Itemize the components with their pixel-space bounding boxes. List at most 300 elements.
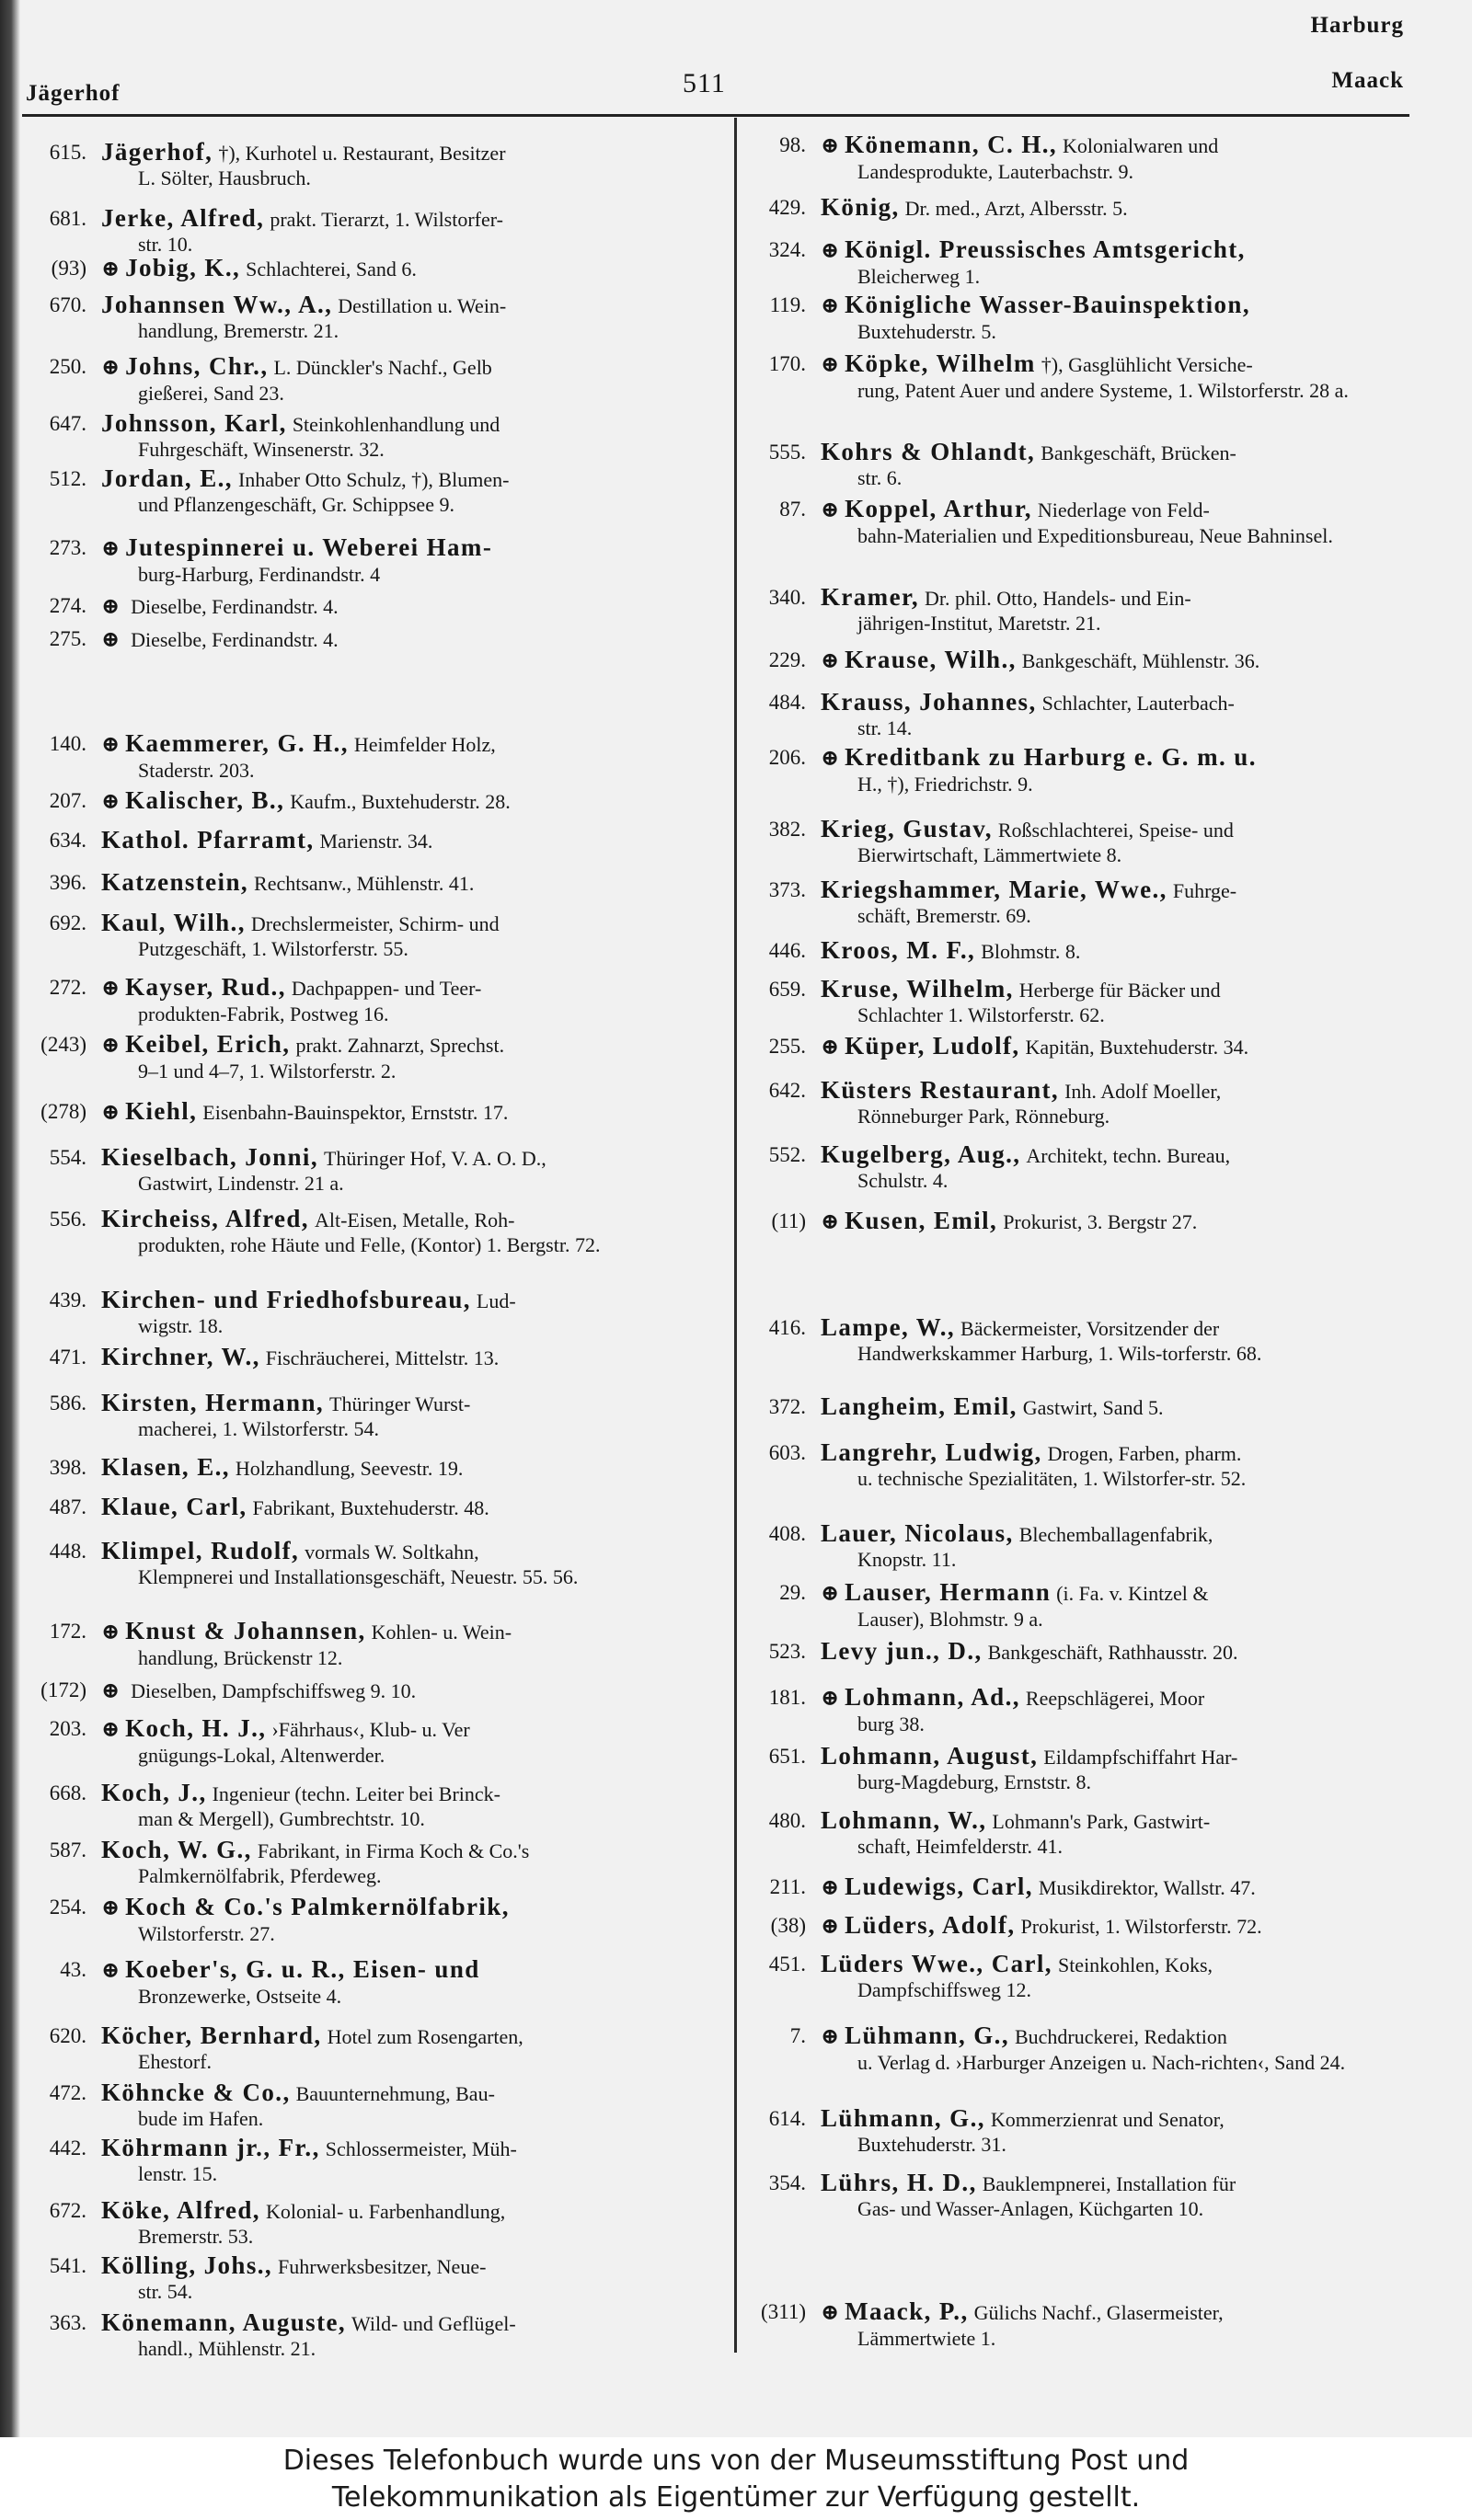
entry-text (101, 1619, 712, 1670)
entry-continuation: Bronzewerke, Ostseite 4. (138, 1985, 342, 2008)
entry-name: Kircheiss, Alfred, (101, 1205, 309, 1232)
entry-detail: Inhaber Otto Schulz, †), Blumen- (237, 468, 510, 491)
entry-name: Klasen, E., (101, 1453, 230, 1481)
entry-text (101, 731, 712, 783)
entry-text (101, 206, 712, 257)
entry-text (101, 140, 712, 190)
entry-detail: Buchdruckerei, Redaktion (1014, 2025, 1227, 2048)
entry-text (821, 938, 1432, 964)
entry-name: Kirsten, Hermann, (101, 1389, 325, 1416)
entry-continuation: str. 6. (857, 466, 903, 489)
entry-detail: Bankgeschäft, Mühlenstr. 36. (1021, 649, 1260, 672)
entry-text (821, 1808, 1432, 1859)
entry-continuation: burg-Magdeburg, Ernststr. 8. (857, 1770, 1091, 1793)
entry-number: 274. (49, 594, 86, 617)
entry-name: Lohmann, Ad., (845, 1683, 1020, 1711)
entry-name: Knust & Johannsen, (125, 1617, 366, 1644)
entry-text (101, 466, 712, 517)
entry-number: 373. (768, 878, 806, 901)
entry-text (101, 1539, 712, 1589)
entry-number: 250. (49, 355, 86, 378)
entry-name: Ludewigs, Carl, (845, 1873, 1033, 1900)
entry-number: 354. (768, 2171, 806, 2194)
cross-marker-icon: ⊕ (821, 134, 840, 158)
entry-text (101, 870, 712, 896)
cross-marker-icon: ⊕ (101, 1034, 121, 1058)
entry-text (101, 1099, 712, 1126)
entry-continuation: Ehestorf. (138, 2050, 213, 2073)
entry-continuation: wigstr. 18. (138, 1314, 224, 1337)
entry-name: Johns, Chr., (125, 352, 269, 380)
entry-continuation: burg 38. (857, 1712, 925, 1735)
entry-detail: Thüringer Hof, V. A. O. D., (323, 1147, 546, 1170)
cross-marker-icon: ⊕ (821, 1915, 840, 1939)
entry-number: (172) (40, 1678, 86, 1701)
entry-number: 170. (768, 352, 806, 375)
entry-number: 398. (49, 1456, 86, 1479)
entry-name: Lüders Wwe., Carl, (821, 1950, 1052, 1977)
entry-name: Lühmann, G., (821, 2104, 985, 2132)
entry-continuation: Rönneburger Park, Rönneburg. (857, 1105, 1110, 1128)
entry-name: Klaue, Carl, (101, 1493, 247, 1520)
entry-detail: Musikdirektor, Wallstr. 47. (1038, 1876, 1256, 1899)
entry-continuation: Gas- und Wasser-Anlagen, Küchgarten 10. (857, 2197, 1204, 2220)
entry-name: Lampe, W., (821, 1313, 956, 1341)
entry-number: 442. (49, 2136, 86, 2159)
entry-text (101, 1495, 712, 1520)
entry-name: Könemann, Auguste, (101, 2308, 346, 2336)
entry-text (821, 195, 1432, 221)
entry-text (821, 1685, 1432, 1736)
entry-text (101, 2310, 712, 2361)
cross-marker-icon: ⊕ (101, 628, 121, 652)
entry-detail: Prokurist, 1. Wilstorferstr. 72. (1020, 1915, 1262, 1938)
entry-name: Kiehl, (125, 1097, 198, 1125)
cross-marker-icon: ⊕ (821, 239, 840, 263)
entry-text (821, 2299, 1432, 2351)
entry-text (821, 351, 1432, 403)
entry-name: Krieg, Gustav, (821, 815, 993, 842)
entry-continuation: burg-Harburg, Ferdinandstr. 4 (138, 563, 381, 586)
entry-number: 203. (49, 1717, 86, 1740)
entry-detail: Blohmstr. 8. (981, 940, 1081, 963)
column-divider (734, 118, 737, 2353)
entry-text (101, 1678, 712, 1704)
entry-detail: Kommerzienrat und Senator, (990, 2108, 1225, 2131)
entry-text (821, 1142, 1432, 1193)
header-city: Harburg (1310, 13, 1404, 38)
entry-text (821, 1874, 1432, 1901)
entry-continuation: gießerei, Sand 23. (138, 382, 284, 405)
entry-detail: Gastwirt, Sand 5. (1022, 1396, 1164, 1419)
cross-marker-icon: ⊕ (101, 790, 121, 814)
cross-marker-icon: ⊕ (101, 1101, 121, 1125)
entry-text (101, 1957, 712, 2009)
entry-detail: Kohlen- u. Wein- (371, 1621, 512, 1644)
entry-continuation: handlung, Brückenstr 12. (138, 1646, 343, 1669)
entry-number: 480. (768, 1809, 806, 1832)
entry-continuation: lenstr. 15. (138, 2162, 218, 2185)
entry-number: 555. (768, 441, 806, 464)
entry-name: Lüders, Adolf, (845, 1911, 1016, 1939)
entry-name: Lauer, Nicolaus, (821, 1519, 1014, 1547)
entry-text (821, 1952, 1432, 2002)
entry-text (821, 1521, 1432, 1572)
entry-text (101, 975, 712, 1026)
cross-marker-icon: ⊕ (821, 1036, 840, 1060)
entry-detail: Dr. phil. Otto, Handels- und Ein- (925, 587, 1191, 610)
entry-text (101, 292, 712, 343)
entry-text (101, 1838, 712, 1888)
entry-text (101, 2023, 712, 2074)
entry-name: Kalischer, B., (125, 786, 285, 814)
entry-name: Lühmann, G., (845, 2022, 1009, 2049)
entry-name: Johannsen Ww., A., (101, 291, 333, 318)
entry-name: Könemann, C. H., (845, 131, 1058, 158)
entry-text (821, 440, 1432, 490)
entry-text (101, 1032, 712, 1083)
entry-name: Köhncke & Co., (101, 2079, 291, 2106)
entry-number: 119. (769, 293, 806, 316)
entry-name: Koeber's, G. u. R., Eisen- und (125, 1955, 480, 1983)
entry-name: Lauser, Hermann (845, 1578, 1052, 1606)
entry-continuation: Landesprodukte, Lauterbachstr. 9. (857, 160, 1133, 183)
entry-text (821, 1744, 1432, 1794)
entry-detail: Kaufm., Buxtehuderstr. 28. (290, 790, 511, 813)
entry-text (101, 2080, 712, 2131)
entry-continuation: handl., Mühlenstr. 21. (138, 2337, 316, 2360)
entry-name: Levy jun., D., (821, 1637, 983, 1665)
entry-detail: Lud- (476, 1289, 516, 1312)
cross-marker-icon: ⊕ (101, 537, 121, 561)
entry-name: Koch & Co.'s Palmkernölfabrik, (125, 1893, 510, 1920)
entry-name: Kathol. Pfarramt, (101, 826, 315, 853)
entry-name: Kriegshammer, Marie, Wwe., (821, 876, 1167, 903)
entry-text (101, 411, 712, 462)
entry-name: Kaul, Wilh., (101, 909, 246, 936)
entry-detail: Fuhrge- (1172, 879, 1237, 902)
entry-text (101, 535, 712, 587)
entry-detail: Fabrikant, Buxtehuderstr. 48. (252, 1496, 489, 1519)
entry-text (101, 2253, 712, 2304)
entry-name: Krause, Wilh., (845, 646, 1017, 673)
entry-text (821, 1440, 1432, 1491)
cross-marker-icon: ⊕ (101, 1718, 121, 1742)
entry-detail: Dieselbe, Ferdinandstr. 4. (131, 628, 339, 651)
entry-number: 692. (49, 911, 86, 934)
entry-name: Koppel, Arthur, (845, 495, 1032, 522)
entry-detail: Drechslermeister, Schirm- und (250, 912, 500, 935)
entry-number: 451. (768, 1953, 806, 1976)
entry-name: Kohrs & Ohlandt, (821, 438, 1036, 465)
entry-detail: Roßschlachterei, Speise- und (997, 819, 1234, 842)
entry-text (821, 1913, 1432, 1940)
entry-text (821, 2023, 1432, 2075)
entry-text (101, 2136, 712, 2186)
entry-name: Köke, Alfred, (101, 2196, 260, 2224)
entry-name: Kayser, Rud., (125, 973, 286, 1001)
entry-continuation: str. 10. (138, 233, 193, 256)
entry-number: (93) (51, 257, 86, 280)
entry-text (821, 292, 1432, 344)
entry-continuation: L. Sölter, Hausbruch. (138, 166, 311, 189)
entry-continuation: man & Mergell), Gumbrechtstr. 10. (138, 1807, 425, 1830)
entry-detail: Reepschlägerei, Moor (1025, 1687, 1205, 1710)
entry-number: 614. (768, 2107, 806, 2130)
entry-text (821, 817, 1432, 867)
entry-name: Katzenstein, (101, 868, 249, 896)
entry-text (821, 237, 1432, 289)
entry-number: 43. (60, 1958, 86, 1981)
entry-number: 446. (768, 939, 806, 962)
entry-detail: Wild- und Geflügel- (351, 2312, 516, 2335)
entry-detail: Bauklempnerei, Installation für (982, 2172, 1236, 2195)
entry-number: 340. (768, 586, 806, 609)
entry-detail: Fischräucherei, Mittelstr. 13. (265, 1346, 500, 1369)
entry-continuation: Klempnerei und Installationsgeschäft, Neuestr. 55. 56. (138, 1565, 579, 1588)
entry-number: 647. (49, 412, 86, 435)
entry-text (101, 354, 712, 406)
entry-continuation: u. technische Spezialitäten, 1. Wilstorfer-str. 52. (857, 1467, 1247, 1490)
entry-number: 620. (49, 2024, 86, 2047)
entry-number: 206. (768, 746, 806, 769)
cross-marker-icon: ⊕ (101, 1896, 121, 1920)
entry-number: 382. (768, 818, 806, 841)
entry-number: 586. (49, 1392, 86, 1415)
cross-marker-icon: ⊕ (821, 353, 840, 377)
entry-detail: Holzhandlung, Seevestr. 19. (235, 1457, 464, 1480)
entry-name: Jägerhof, (101, 138, 213, 166)
entry-number: 523. (768, 1640, 806, 1663)
entry-number: 275. (49, 627, 86, 650)
entry-detail: Destillation u. Wein- (338, 294, 507, 317)
entry-text (821, 2106, 1432, 2157)
entry-name: Jutespinnerei u. Weberei Ham- (125, 533, 493, 561)
entry-name: Lohmann, W., (821, 1806, 987, 1834)
entry-number: 324. (768, 238, 806, 261)
entry-text (821, 1394, 1432, 1420)
cross-marker-icon: ⊕ (101, 356, 121, 380)
cross-marker-icon: ⊕ (821, 2025, 840, 2049)
entry-detail: Schlachterei, Sand 6. (246, 258, 417, 281)
entry-text (821, 585, 1432, 636)
entry-number: 140. (49, 732, 86, 755)
entry-detail: prakt. Tierarzt, 1. Wilstorfer- (270, 208, 503, 231)
entry-continuation: und Pflanzengeschäft, Gr. Schippsee 9. (138, 493, 454, 516)
entry-name: Kramer, (821, 583, 920, 611)
entry-text (821, 1034, 1432, 1060)
cross-marker-icon: ⊕ (101, 258, 121, 281)
entry-text (101, 1455, 712, 1481)
entry-name: Kroos, M. F., (821, 936, 976, 964)
entry-continuation: Fuhrgeschäft, Winsenerstr. 32. (138, 438, 385, 461)
entry-detail: Niederlage von Feld- (1037, 498, 1210, 521)
entry-number: 273. (49, 536, 86, 559)
entry-detail: Kolonial- u. Farbenhandlung, (265, 2200, 506, 2223)
cross-marker-icon: ⊕ (821, 2301, 840, 2325)
entry-number: 681. (49, 207, 86, 230)
entry-continuation: gnügungs-Lokal, Altenwerder. (138, 1744, 385, 1767)
entry-detail: Steinkohlenhandlung und (292, 413, 500, 436)
entry-name: Johnsson, Karl, (101, 409, 287, 437)
entry-continuation: Buxtehuderstr. 31. (857, 2133, 1006, 2156)
entry-name: Kölling, Johs., (101, 2251, 273, 2279)
entry-continuation: Wilstorferstr. 27. (138, 1922, 275, 1945)
entry-detail: Bankgeschäft, Brücken- (1041, 441, 1236, 464)
entry-continuation: Handwerkskammer Harburg, 1. Wils-torferstr. 68. (857, 1342, 1262, 1365)
entry-number: 396. (49, 871, 86, 894)
entry-text (821, 977, 1432, 1027)
entry-name: Krauss, Johannes, (821, 688, 1037, 716)
entry-number: 229. (768, 648, 806, 671)
entry-continuation: Gastwirt, Lindenstr. 21 a. (138, 1172, 344, 1195)
entry-name: Langheim, Emil, (821, 1392, 1018, 1420)
entry-number: 255. (768, 1035, 806, 1058)
entry-detail: Ingenieur (techn. Leiter bei Brinck- (212, 1782, 500, 1805)
header-rule (22, 114, 1409, 117)
entry-number: 416. (768, 1316, 806, 1339)
cross-marker-icon: ⊕ (101, 1679, 121, 1703)
entry-number: 668. (49, 1781, 86, 1804)
entry-detail: Dieselbe, Ferdinandstr. 4. (131, 595, 339, 618)
entry-continuation: u. Verlag d. ›Harburger Anzeigen u. Nach-richten‹, Sand 24. (857, 2051, 1346, 2074)
entry-number: 272. (49, 976, 86, 999)
footer-line-2: Telekommunikation als Eigentümer zur Verfügung gestellt. (331, 2481, 1141, 2514)
entry-name: Köpke, Wilhelm (845, 349, 1036, 377)
entry-detail: Drogen, Farben, pharm. (1047, 1442, 1242, 1465)
entry-continuation: produkten, rohe Häute und Felle, (Kontor) 1. Bergstr. 72. (138, 1233, 601, 1256)
entry-number: 603. (768, 1441, 806, 1464)
entry-continuation: schaft, Heimfelderstr. 41. (857, 1835, 1063, 1858)
footer-line-1: Dieses Telefonbuch wurde uns von der Museumsstiftung Post und (282, 2445, 1190, 2477)
entry-text (821, 877, 1432, 928)
entry-detail: Marienstr. 34. (319, 830, 433, 853)
entry-number: 207. (49, 789, 86, 812)
entry-continuation: Bremerstr. 53. (138, 2225, 254, 2248)
entry-text (101, 1895, 712, 1946)
entry-text (101, 1781, 712, 1831)
entry-number: 254. (49, 1896, 86, 1919)
entry-number: 439. (49, 1289, 86, 1312)
entry-text (821, 1208, 1432, 1235)
entry-text (821, 497, 1432, 548)
entry-name: Koch, J., (101, 1779, 207, 1806)
entry-name: Keibel, Erich, (125, 1030, 291, 1058)
entry-detail: (i. Fa. v. Kintzel & (1056, 1582, 1209, 1605)
entry-number: 615. (49, 141, 86, 164)
entry-number: 634. (49, 829, 86, 852)
entry-continuation: jährigen-Institut, Maretstr. 21. (857, 612, 1101, 635)
entry-text (101, 256, 712, 282)
entry-text (101, 1716, 712, 1768)
entry-number: (311) (761, 2300, 806, 2323)
entry-name: Küsters Restaurant, (821, 1076, 1060, 1104)
entry-text (101, 626, 712, 653)
entry-continuation: Bleicherweg 1. (857, 265, 981, 288)
entry-detail: Dachpappen- und Teer- (291, 977, 482, 1000)
entry-detail: Heimfelder Holz, (353, 733, 496, 756)
entry-number: 484. (768, 691, 806, 714)
entry-continuation: Schulstr. 4. (857, 1169, 949, 1192)
entry-detail: Schlossermeister, Müh- (325, 2137, 517, 2160)
cross-marker-icon: ⊕ (821, 1687, 840, 1711)
entry-text (101, 2198, 712, 2249)
entry-continuation: Staderstr. 203. (138, 759, 255, 782)
entry-number: 472. (49, 2081, 86, 2104)
entry-name: Jerke, Alfred, (101, 204, 265, 232)
entry-name: Jobig, K., (125, 254, 241, 281)
entry-name: Küper, Ludolf, (845, 1032, 1020, 1060)
entry-continuation: Schlachter 1. Wilstorferstr. 62. (857, 1003, 1105, 1026)
cross-marker-icon: ⊕ (821, 1582, 840, 1606)
entry-detail: †), Gasglühlicht Versiche- (1041, 353, 1253, 376)
entry-name: Koch, H. J., (125, 1714, 267, 1742)
entry-detail: Fuhrwerksbesitzer, Neue- (278, 2255, 487, 2278)
entry-number: 29. (779, 1581, 806, 1604)
entry-detail: Prokurist, 3. Bergstr 27. (1003, 1210, 1198, 1233)
entry-name: Kusen, Emil, (845, 1207, 998, 1234)
cross-marker-icon: ⊕ (101, 1621, 121, 1644)
entry-name: Kreditbank zu Harburg e. G. m. u. (845, 743, 1257, 771)
entry-continuation: Bierwirtschaft, Lämmertwiete 8. (857, 843, 1122, 866)
entry-continuation: Knopstr. 11. (857, 1548, 957, 1571)
entry-detail: Dieselben, Dampfschiffsweg 9. 10. (131, 1679, 417, 1702)
entry-continuation: Putzgeschäft, 1. Wilstorferstr. 55. (138, 937, 408, 960)
entry-detail: Thüringer Wurst- (329, 1392, 471, 1415)
entry-number: (243) (40, 1033, 86, 1056)
entry-continuation: Dampfschiffsweg 12. (857, 1978, 1031, 2001)
entry-detail: Schlachter, Lauterbach- (1041, 692, 1235, 715)
entry-number: (278) (40, 1100, 86, 1123)
entry-number: 211. (769, 1875, 806, 1898)
entry-text (101, 1345, 712, 1370)
cross-marker-icon: ⊕ (101, 595, 121, 619)
entry-number: 448. (49, 1540, 86, 1563)
entry-text (101, 788, 712, 815)
entry-text (101, 593, 712, 620)
entry-detail: Bankgeschäft, Rathhausstr. 20. (987, 1641, 1238, 1664)
entry-continuation: macherei, 1. Wilstorferstr. 54. (138, 1417, 380, 1440)
entry-detail: vormals W. Soltkahn, (305, 1541, 479, 1564)
cross-marker-icon: ⊕ (821, 1876, 840, 1900)
entry-name: Köhrmann jr., Fr., (101, 2134, 320, 2161)
entry-number: 87. (779, 498, 806, 521)
entry-number: 541. (49, 2254, 86, 2277)
entry-detail: prakt. Zahnarzt, Sprechst. (295, 1034, 505, 1057)
entry-number: 181. (768, 1686, 806, 1709)
cross-marker-icon: ⊕ (101, 1959, 121, 1983)
entry-detail: Inh. Adolf Moeller, (1064, 1080, 1222, 1103)
entry-number: 554. (49, 1146, 86, 1169)
entry-text (821, 1639, 1432, 1665)
entry-number: 512. (49, 467, 86, 490)
footer-notice (0, 2437, 1472, 2520)
entry-name: Kaemmerer, G. H., (125, 729, 349, 757)
entry-continuation: 9–1 und 4–7, 1. Wilstorferstr. 2. (138, 1060, 397, 1082)
entry-name: Kugelberg, Aug., (821, 1140, 1021, 1168)
entry-name: Königl. Preussisches Amtsgericht, (845, 235, 1246, 263)
entry-detail: Steinkohlen, Koks, (1057, 1953, 1213, 1976)
header-first-entry: Jägerhof (26, 81, 121, 106)
entry-number: 172. (49, 1620, 86, 1643)
entry-name: Kieselbach, Jonni, (101, 1143, 318, 1171)
entry-text (821, 690, 1432, 740)
entry-text (101, 911, 712, 961)
entry-detail: Bauunternehmung, Bau- (295, 2082, 495, 2105)
entry-detail: Lohmann's Park, Gastwirt- (992, 1810, 1211, 1833)
entry-detail: Gülichs Nachf., Glasermeister, (973, 2301, 1224, 2324)
entry-continuation: Buxtehuderstr. 5. (857, 320, 996, 343)
